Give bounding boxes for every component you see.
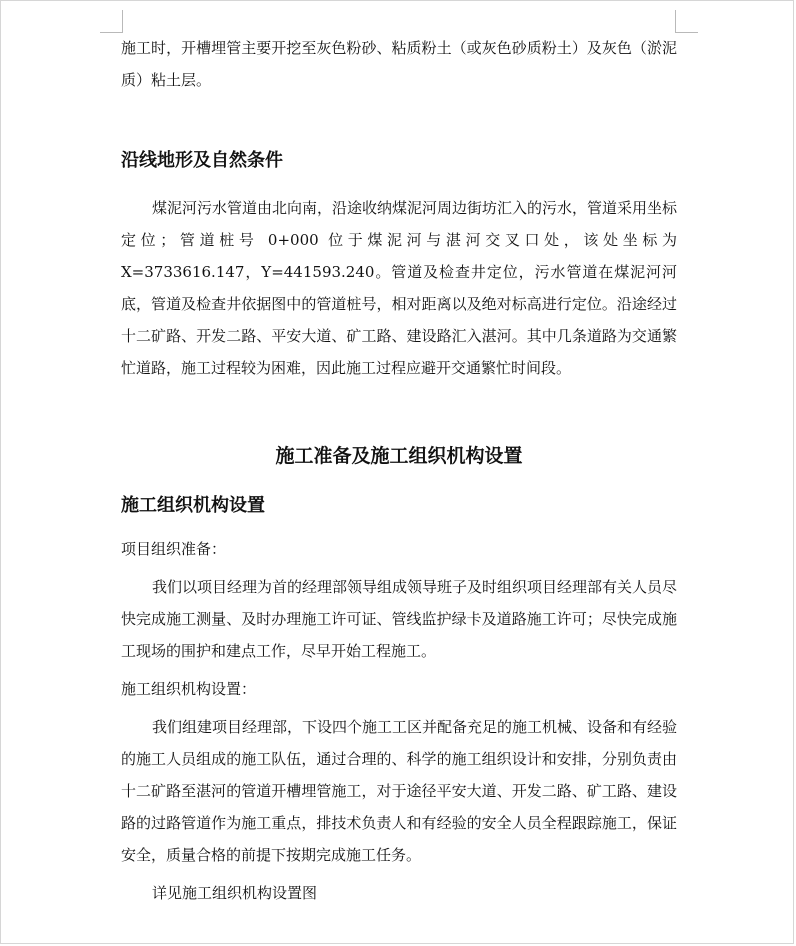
project-preparation-paragraph: 我们以项目经理为首的经理部领导组成领导班子及时组织项目经理部有关人员尽快完成施工测量、及时办理施工许可证、管线监护绿卡及道路施工许可；尽快完成施工现场的围护和建点工作，尽早开始工程施工。 (121, 578, 678, 660)
intro-paragraph: 施工时，开槽埋管主要开挖至灰色粉砂、粘质粉土（或灰色砂质粉土）及灰色（淤泥质）粘土层。 (121, 39, 677, 89)
see-diagram-note: 详见施工组织机构设置图 (152, 884, 318, 902)
organization-setup-paragraph: 我们组建项目经理部，下设四个施工工区并配备充足的施工机械、设备和有经验的施工人员组成的施工队伍，通过合理的、科学的施工组织设计和安排，分别负责由十二矿路至湛河的管道开槽埋管施工，对于途径平安大道、开发二路、矿工路、建设路的过路管道作为施工重点，排技术负责人和有经验的安全人员全程跟踪施工，保证安全，质量合格的前提下按期完成施工任务。 (121, 718, 678, 864)
terrain-paragraph: 煤泥河污水管道由北向南，沿途收纳煤泥河周边街坊汇入的污水，管道采用坐标定位；管道桩号 0+000 位于煤泥河与湛河交叉口处，该处坐标为X=3733616.147，Y=441593.240。管道及检查井定位，污水管道在煤泥河河底，管道及检查井依据图中的管道桩号，相对距离以及绝对标高进行定位。沿途经过十二矿路、开发二路、平安大道、矿工路、建设路汇入湛河。其中几条道路为交通繁忙道路，施工过程较为困难，因此施工过程应避开交通繁忙时间段。 (121, 199, 678, 377)
heading-terrain: 沿线地形及自然条件 (121, 150, 283, 171)
label-organization-setup: 施工组织机构设置： (121, 680, 257, 698)
margin-corner-mark-right (675, 10, 698, 33)
margin-corner-mark-left (100, 10, 123, 33)
document-body (121, 32, 677, 909)
heading-organization: 施工组织机构设置 (121, 495, 265, 516)
heading-preparation: 施工准备及施工组织机构设置 (275, 445, 523, 467)
label-project-preparation: 项目组织准备： (121, 540, 227, 558)
